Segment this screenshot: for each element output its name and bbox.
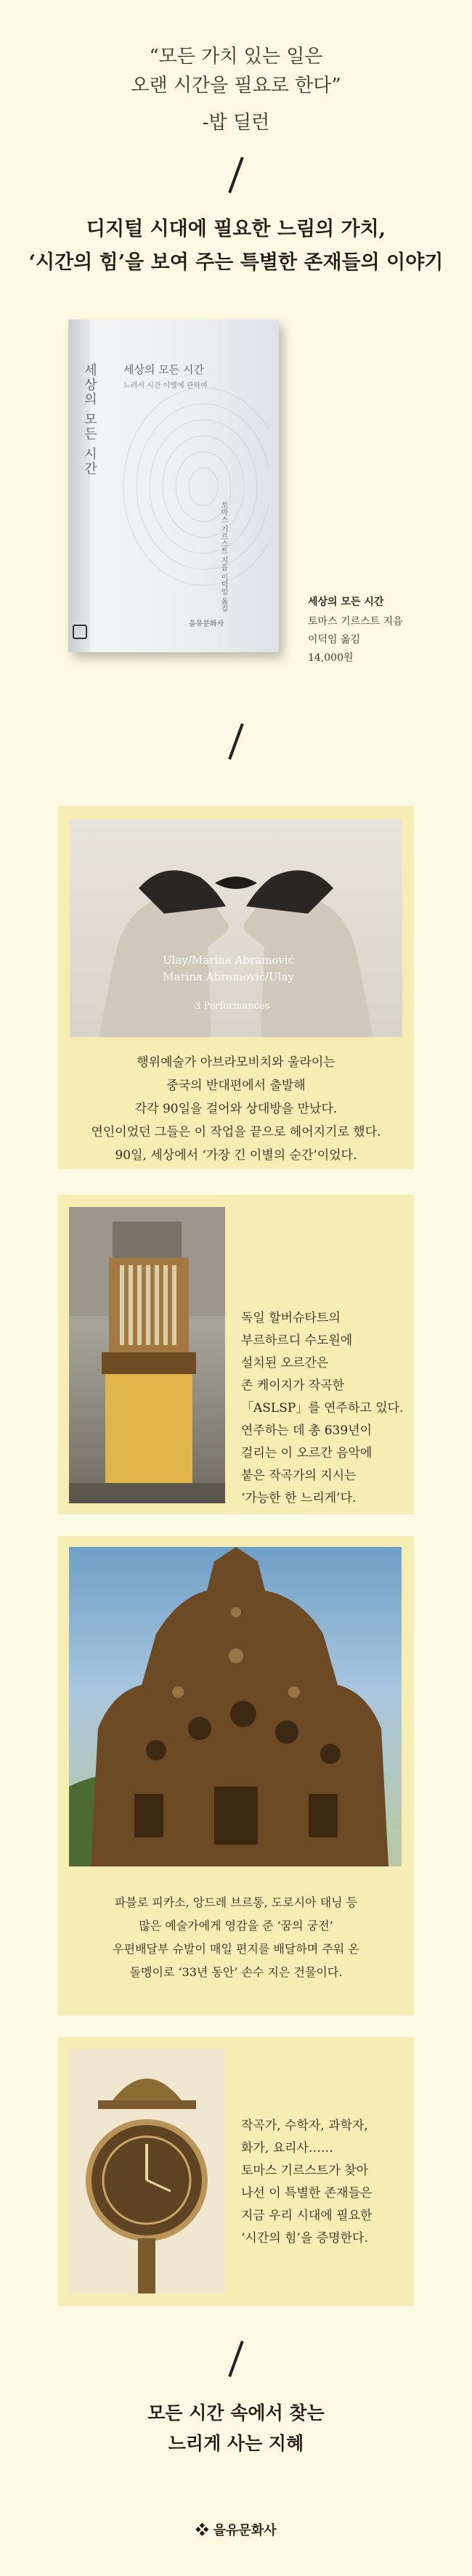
book-cover-subtitle: 느려서 시간 이별에 관하여 bbox=[123, 382, 208, 390]
ideal-palace-photo bbox=[69, 1547, 402, 1866]
photo-text-2: Marina Abramović/Ulay bbox=[163, 970, 295, 983]
caption-line: 토마스 기르스트가 찾아 bbox=[241, 2163, 369, 2178]
closing-line-1: 모든 시간 속에서 찾는 bbox=[147, 2402, 325, 2423]
caption-line: 부르하르디 수도원에 bbox=[241, 1333, 353, 1348]
caption-line: ‘가능한 한 느리게’다. bbox=[241, 1491, 357, 1506]
caption-line: 설치된 오르간은 bbox=[241, 1356, 329, 1370]
caption-line: 작곡가, 수학자, 과학자, bbox=[241, 2118, 368, 2133]
panel-2-caption bbox=[241, 1307, 408, 1510]
book-cover-publisher: 을유문화사 bbox=[189, 620, 224, 628]
palace-illustration bbox=[69, 1547, 402, 1866]
publisher-logo-icon bbox=[73, 625, 87, 639]
caption-line: 우편배달부 슈발이 매일 편지를 배달하며 주워 온 bbox=[113, 1942, 359, 1956]
organ-photo bbox=[69, 1207, 225, 1503]
closing-text bbox=[0, 2398, 472, 2459]
caption-line: 독일 할버슈타트의 bbox=[241, 1311, 341, 1325]
closing-line-2: 느리게 사는 지혜 bbox=[168, 2433, 304, 2454]
caption-line: 지금 우리 시대에 필요한 bbox=[241, 2209, 373, 2223]
book-info-title: 세상의 모든 시간 bbox=[308, 596, 384, 608]
cover-ring-pattern bbox=[94, 341, 269, 588]
panel-3-caption bbox=[0, 1891, 472, 1984]
caption-line: 90일, 세상에서 ‘가장 긴 이별의 순간’이었다. bbox=[115, 1148, 357, 1163]
publisher-logo-icon: ❖ bbox=[195, 2523, 213, 2538]
performance-photo bbox=[70, 819, 402, 1037]
publisher-footer bbox=[0, 2520, 472, 2539]
slash-divider bbox=[228, 2341, 244, 2377]
book-info-author: 토마스 기르스트 지음 bbox=[308, 616, 403, 627]
photo-text-1: Ulay/Marina Abramović bbox=[163, 954, 295, 967]
quote-line-1: “모든 가치 있는 일은 bbox=[149, 46, 323, 68]
caption-line: ‘시간의 힘’을 증명한다. bbox=[241, 2231, 368, 2246]
organ-illustration bbox=[69, 1207, 225, 1503]
publisher-name: 을유문화사 bbox=[213, 2523, 277, 2538]
panel-4-caption bbox=[241, 2115, 408, 2250]
caption-line: 행위예술가 아브라모비치와 울라이는 bbox=[137, 1055, 335, 1070]
caption-line: 중국의 반대편에서 출발해 bbox=[166, 1078, 306, 1093]
book-spine-title: 세상의 모든 시간 bbox=[82, 363, 97, 476]
caption-line: 존 케이지가 작곡한 bbox=[241, 1378, 345, 1393]
caption-line: 걸리는 이 오르간 음악에 bbox=[241, 1446, 373, 1460]
headline bbox=[0, 213, 472, 280]
caption-line: 「ASLSP」를 연주하고 있다. bbox=[241, 1401, 404, 1415]
book-cover-title: 세상의 모든 시간 bbox=[123, 363, 204, 376]
caption-line: 연인이었던 그들은 이 작업을 끝으로 헤어지기로 했다. bbox=[91, 1125, 381, 1139]
photo-text-3: 3 Performances bbox=[195, 1001, 270, 1012]
clock-photo bbox=[69, 2049, 225, 2293]
book-cover-author: 토마스 기르스트 지음 이덕임 옮김 bbox=[219, 501, 227, 612]
quote-line-2: 오랜 시간을 필요로 한다” bbox=[131, 75, 341, 97]
slash-divider bbox=[228, 157, 244, 193]
caption-line: 파블로 피카소, 앙드레 브르통, 도로시아 태닝 등 bbox=[114, 1896, 358, 1909]
headline-line-1: 디지털 시대에 필요한 느림의 가치, bbox=[86, 218, 386, 240]
caption-line: 붙은 작곡가의 지시는 bbox=[241, 1468, 357, 1483]
caption-line: 돌멩이로 ‘33년 동안’ 손수 지은 건물이다. bbox=[129, 1965, 343, 1979]
book-info-translator: 이덕임 옮김 bbox=[308, 634, 361, 646]
clock-illustration bbox=[69, 2049, 225, 2293]
caption-line: 많은 예술가에게 영감을 준 ‘꿈의 궁전’ bbox=[139, 1919, 333, 1933]
panel-1-caption bbox=[0, 1051, 472, 1167]
quote bbox=[0, 42, 472, 100]
book-info-price: 14,000원 bbox=[308, 652, 354, 664]
slash-divider bbox=[228, 723, 244, 760]
caption-line: 나선 이 특별한 존재들은 bbox=[241, 2186, 373, 2201]
caption-line: 연주하는 데 총 639년이 bbox=[241, 1423, 373, 1438]
caption-line: 화가, 요리사…… bbox=[241, 2141, 333, 2156]
headline-line-2: ‘시간의 힘’을 보여 주는 특별한 존재들의 이야기 bbox=[28, 251, 444, 274]
caption-line: 각각 90일을 걸어와 상대방을 만났다. bbox=[134, 1102, 338, 1116]
quote-author: -밥 딜런 bbox=[202, 112, 270, 134]
